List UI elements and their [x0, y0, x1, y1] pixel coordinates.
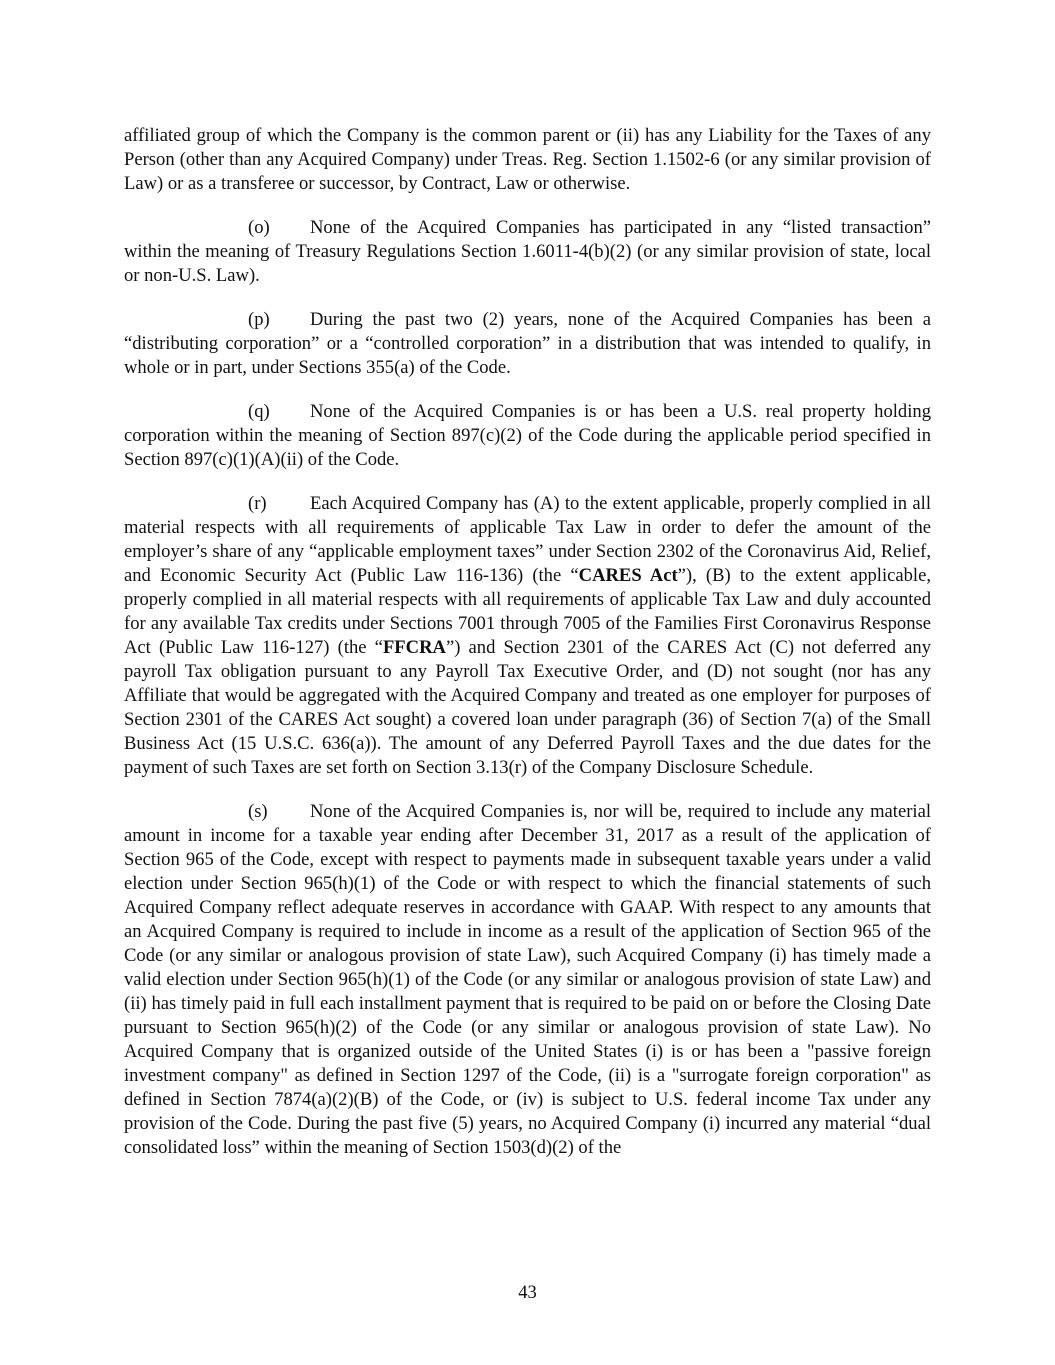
paragraph-text: During the past two (2) years, none of the Acquired Companies has been a “distributing corporation” or a “controlled corporation” in a distribution that was intended to qualify, in whole or in part, under Sections 355(a) of the Code.	[124, 309, 931, 378]
paragraph-continuation	[124, 124, 931, 196]
paragraph-text: None of the Acquired Companies has participated in any “listed transaction” within the meaning of Treasury Regulations Section 1.6011-4(b)(2) (or any similar provision of state, local or non-U.S. Law).	[124, 217, 931, 286]
paragraph-label: (p)	[248, 309, 270, 330]
page-number: 43	[518, 1282, 537, 1303]
paragraph-o	[124, 216, 931, 288]
paragraph-label: (s)	[248, 801, 268, 822]
paragraph-text: affiliated group of which the Company is the common parent or (ii) has any Liability for the Taxes of any Person (other than any Acquired Company) under Treas. Reg. Section 1.1502-6 (or any similar provision of Law) or as a transferee or successor, by Contract, Law or otherwise.	[124, 125, 931, 194]
paragraph-q	[124, 400, 931, 472]
paragraph-p	[124, 308, 931, 380]
paragraph-text: None of the Acquired Companies is, nor will be, required to include any material amount in income for a taxable year ending after December 31, 2017 as a result of the application of Section 965 of the Code, except with respect to payments made in subsequent taxable years under a valid election under Section 965(h)(1) of the Code or with respect to which the financial statements of such Acquired Company reflect adequate reserves in accordance with GAAP. With respect to any amounts that an Acquired Company is required to include in income as a result of the application of Section 965 of the Code (or any similar or analogous provision of state Law), such Acquired Company (i) has timely made a valid election under Section 965(h)(1) of the Code (or any similar or analogous provision of state Law) and (ii) has timely paid in full each installment payment that is required to be paid on or before the Closing Date pursuant to Section 965(h)(2) of the Code (or any similar or analogous provision of state Law). No Acquired Company that is organized outside of the United States (i) is or has been a "passive foreign investment company" as defined in Section 1297 of the Code, (ii) is a "surrogate foreign corporation" as defined in Section 7874(a)(2)(B) of the Code, or (iv) is subject to U.S. federal income Tax under any provision of the Code. During the past five (5) years, no Acquired Company (i) incurred any material “dual consolidated loss” within the meaning of Section 1503(d)(2) of the	[124, 801, 931, 1158]
paragraph-label: (q)	[248, 401, 270, 422]
paragraph-text: ”) and Section 2301 of the CARES Act (C) not deferred any payroll Tax obligation pursuant to any Payroll Tax Executive Order, and (D) not sought (nor has any Affiliate that would be aggregated with the Acquired Company and treated as one employer for purposes of Section 2301 of the CARES Act sought) a covered loan under paragraph (36) of Section 7(a) of the Small Business Act (15 U.S.C. 636(a)). The amount of any Deferred Payroll Taxes and the due dates for the payment of such Taxes are set forth on Section 3.13(r) of the Company Disclosure Schedule.	[124, 637, 931, 778]
paragraph-text: Each Acquired Company has (A) to the extent applicable, properly complied in all material respects with all requirements of applicable Tax Law in order to defer the amount of the employer’s share of any “applicable employment taxes” under Section 2302 of the Coronavirus Aid, Relief, and Economic Security Act (Public Law 116-136) (the “	[124, 493, 931, 586]
defined-term-ffcra: FFCRA	[382, 637, 446, 658]
paragraph-s	[124, 800, 931, 1160]
paragraph-label: (r)	[248, 493, 267, 514]
paragraph-text: ”), (B) to the extent applicable, properly complied in all material respects with all requirements of applicable Tax Law and duly accounted for any available Tax credits under Sections 7001 through 7005 of the Families First Coronavirus Response Act (Public Law 116-127) (the “	[124, 565, 931, 658]
defined-term-cares-act: CARES Act	[578, 565, 678, 586]
page-body	[124, 124, 931, 1180]
paragraph-label: (o)	[248, 217, 270, 238]
paragraph-text: None of the Acquired Companies is or has been a U.S. real property holding corporation within the meaning of Section 897(c)(2) of the Code during the applicable period specified in Section 897(c)(1)(A)(ii) of the Code.	[124, 401, 931, 470]
paragraph-r	[124, 492, 931, 780]
